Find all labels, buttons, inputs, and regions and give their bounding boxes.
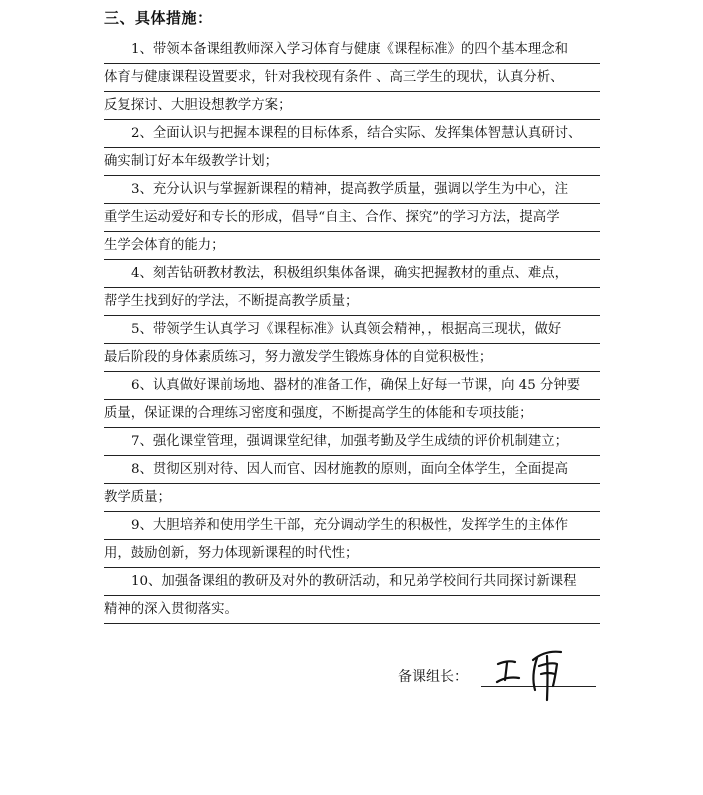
measure-line: 体育与健康课程设置要求，针对我校现有条件 、高三学生的现状，认真分析、 [104,64,600,92]
measure-line: 重学生运动爱好和专长的形成，倡导“自主、合作、探究”的学习方法，提高学 [104,204,600,232]
measure-line: 4、刻苦钻研教材教法，积极组织集体备课，确实把握教材的重点、难点， [104,260,600,288]
measure-line: 2、全面认识与把握本课程的目标体系，结合实际、发挥集体智慧认真研讨、 [104,120,600,148]
measure-item [104,36,600,120]
measure-line: 最后阶段的身体素质练习，努力激发学生锻炼身体的自觉积极性； [104,344,600,372]
measure-line: 帮学生找到好的学法，不断提高教学质量； [104,288,600,316]
measure-line: 8、贯彻区别对待、因人而官、因材施教的原则，面向全体学生，全面提高 [104,456,600,484]
section-heading: 三、具体措施： [104,9,213,27]
measure-item [104,176,600,260]
measure-item [104,428,600,456]
signature-label: 备课组长： [398,669,468,685]
measure-line: 用，鼓励创新，努力体现新课程的时代性； [104,540,600,568]
measure-line: 1、带领本备课组教师深入学习体育与健康《课程标准》的四个基本理念和 [104,36,600,64]
measure-item [104,456,600,512]
measure-line: 生学会体育的能力； [104,232,600,260]
measure-line: 精神的深入贯彻落实。 [104,596,600,624]
measure-line: 6、认真做好课前场地、器材的准备工作，确保上好每一节课，向 45 分钟要 [104,372,600,400]
measure-line: 9、大胆培养和使用学生干部，充分调动学生的积极性，发挥学生的主体作 [104,512,600,540]
measure-item [104,568,600,624]
measure-item [104,316,600,372]
measure-line: 7、强化课堂管理，强调课堂纪律，加强考勤及学生成绩的评价机制建立； [104,428,600,456]
signature-block [398,658,598,698]
measure-item [104,120,600,176]
measure-line: 反复探讨、大胆设想教学方案； [104,92,600,120]
measure-item [104,372,600,428]
measure-line: 10、加强备课组的教研及对外的教研活动，和兄弟学校间行共同探讨新课程 [104,568,600,596]
measure-item [104,512,600,568]
measure-line: 确实制订好本年级教学计划； [104,148,600,176]
measure-line: 教学质量； [104,484,600,512]
measure-line: 3、充分认识与掌握新课程的精神，提高教学质量，强调以学生为中心，注 [104,176,600,204]
measure-line: 质量，保证课的合理练习密度和强度，不断提高学生的体能和专项技能； [104,400,600,428]
measure-item [104,260,600,316]
measures-list [104,36,600,624]
handwritten-signature [493,646,573,706]
measure-line: 5、带领学生认真学习《课程标准》认真领会精神，，根据高三现状，做好 [104,316,600,344]
